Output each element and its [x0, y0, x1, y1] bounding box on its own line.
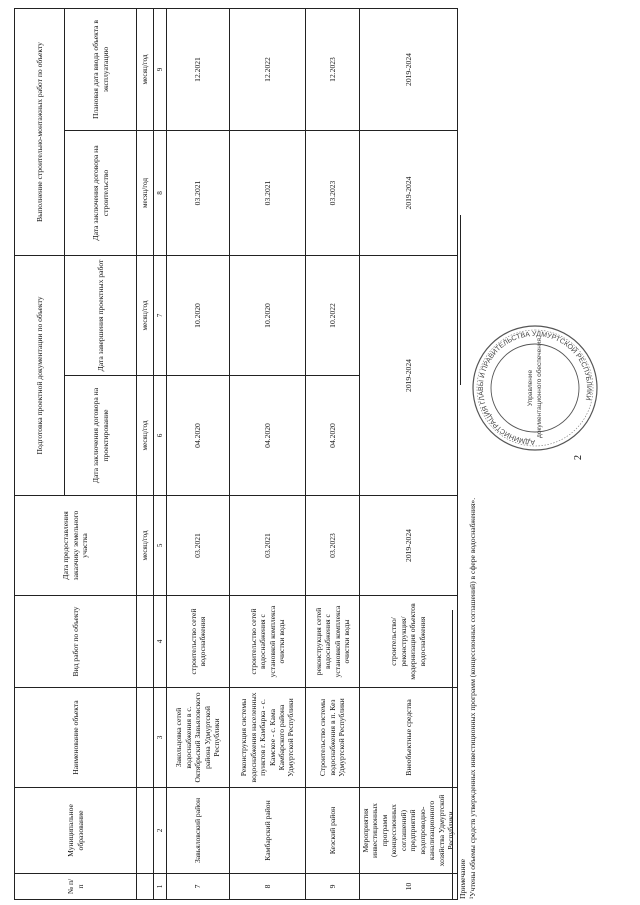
row-object-name: Закольцовка сетей водоснабжения в с. Октябрьский Завьяловского района Удмуртской Республики — [167, 688, 230, 788]
seal-dotted-ring — [477, 330, 593, 446]
header-object-name: Наименование объекта — [15, 688, 137, 788]
row-land-date: 03.2021 — [167, 496, 230, 596]
row-design-contract: 2019-2024 — [360, 256, 458, 496]
row-work-type: строительство сетей водоснабжения — [167, 596, 230, 688]
row-num: 9 — [306, 874, 360, 900]
row-work-type: строительство сетей водоснабжения с установкой комплекса очистки воды — [230, 596, 306, 688]
column-number: 5 — [154, 496, 167, 596]
column-numbers-row — [154, 8, 167, 899]
row-municipality: Мероприятия инвестиционных программ (концессионных соглашений) предприятий водопроводно-канализационного хозяйства Удмуртской Республики — [360, 788, 458, 874]
seal-outer-ring — [473, 326, 597, 450]
unit-cell: месяц/год — [137, 8, 154, 130]
column-number: 4 — [154, 596, 167, 688]
row-land-date: 03.2023 — [306, 496, 360, 596]
row-construction-contract: 03.2021 — [167, 131, 230, 256]
header-design-complete: Дата завершения проектных работ — [65, 256, 137, 376]
column-number: 3 — [154, 688, 167, 788]
row-municipality: Завьяловский район — [167, 788, 230, 874]
row-num: 8 — [230, 874, 306, 900]
seal-ring-text: АДМИНИСТРАЦИЯ ГЛАВЫ И ПРАВИТЕЛЬСТВА УДМУРТСКОЙ РЕСПУБЛИКИ — [477, 330, 593, 446]
row-commissioning: 12.2021 — [167, 8, 230, 130]
row-object-name: Строительство системы водоснабжения в п. Кез Удмуртской Республики — [306, 688, 360, 788]
row-design-contract: 04.2020 — [230, 376, 306, 496]
row-commissioning: 2019-2024 — [360, 8, 458, 130]
note-text: ¹Учтены объемы средств утвержденных инвестиционных программ (концессионных соглашений) в сфере водоснабжения». — [468, 497, 477, 899]
header-design-contract: Дата заключения договора на проектирование — [65, 376, 137, 496]
row-municipality: Камбарский район — [230, 788, 306, 874]
row-design-complete: 10.2020 — [230, 256, 306, 376]
unit-cell: месяц/год — [137, 131, 154, 256]
header-municipality: Муниципальное образование — [15, 788, 137, 874]
header-construction-group: Выполнение строительно-монтажных работ по объекту — [15, 8, 65, 255]
row-work-type: реконструкция сетей водоснабжения с установкой комплекса очистки воды — [306, 596, 360, 688]
row-design-complete: 10.2020 — [167, 256, 230, 376]
row-construction-contract: 2019-2024 — [360, 131, 458, 256]
row-design-contract: 04.2020 — [167, 376, 230, 496]
note-separator — [452, 610, 453, 900]
header-num: № п/п — [15, 874, 137, 900]
column-number: 8 — [154, 131, 167, 256]
row-work-type: строительство/ реконструкция/ модернизация объектов водоснабжения — [360, 596, 458, 688]
row-land-date: 2019-2024 — [360, 496, 458, 596]
row-num: 10 — [360, 874, 458, 900]
objects-table — [14, 8, 458, 900]
row-construction-contract: 03.2023 — [306, 131, 360, 256]
row-design-contract: 04.2020 — [306, 376, 360, 496]
header-construction-contract: Дата заключения договора на строительство — [65, 131, 137, 256]
header-work-type: Вид работ по объекту — [15, 596, 137, 688]
header-commissioning: Плановая дата ввода объекта в эксплуатацию — [65, 8, 137, 130]
row-design-complete: 10.2022 — [306, 256, 360, 376]
units-row — [137, 8, 154, 899]
table-row — [360, 8, 458, 899]
unit-cell: месяц/год — [137, 256, 154, 376]
column-number: 2 — [154, 788, 167, 874]
column-number: 1 — [154, 874, 167, 900]
header-design-group: Подготовка проектной документации по объекту — [15, 256, 65, 496]
column-number: 6 — [154, 376, 167, 496]
row-commissioning: 12.2023 — [306, 8, 360, 130]
row-municipality: Кезский район — [306, 788, 360, 874]
signature-line — [460, 215, 461, 385]
seal-inner-text: Управление документационного обеспечения — [527, 338, 543, 438]
row-commissioning: 12.2022 — [230, 8, 306, 130]
row-num: 7 — [167, 874, 230, 900]
table-row — [167, 8, 230, 899]
table-row — [306, 8, 360, 899]
header-row-1 — [15, 8, 65, 899]
column-number: 7 — [154, 256, 167, 376]
row-object-name: Реконструкция системы водоснабжения населенных пунктов г. Камбарка - с. Камское - с. Кама Камбарского района Удмуртской Республики — [230, 688, 306, 788]
row-object-name: Внеобъектные средства — [360, 688, 458, 788]
page-number: 2 — [573, 455, 584, 460]
seal-inner-ring — [491, 344, 579, 432]
row-construction-contract: 03.2021 — [230, 131, 306, 256]
table-row — [230, 8, 306, 899]
column-number: 9 — [154, 8, 167, 130]
unit-cell: месяц/год — [137, 376, 154, 496]
row-land-date: 03.2021 — [230, 496, 306, 596]
header-land-date: Дата предоставления заказчику земельного участка — [15, 496, 137, 596]
unit-cell: месяц/год — [137, 496, 154, 596]
seal-stamp — [470, 323, 600, 453]
note-title: Примечание — [458, 858, 467, 899]
